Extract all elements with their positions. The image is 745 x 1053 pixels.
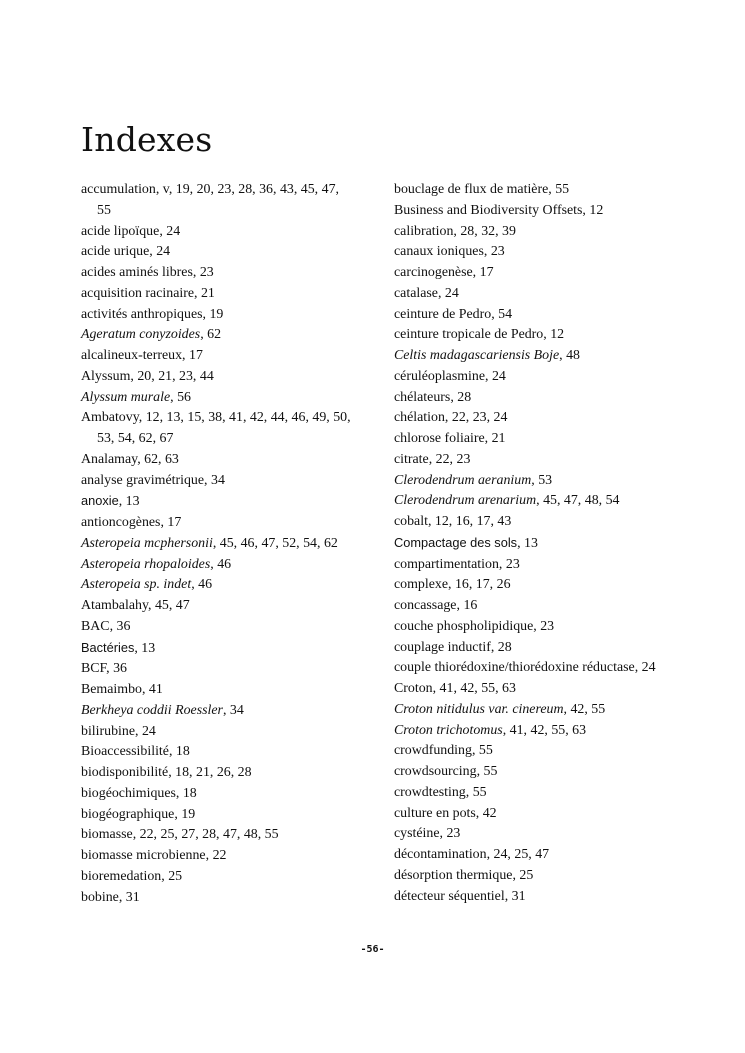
index-entry: BCF, 36 [81,661,127,677]
index-entry: bobine, 31 [81,889,140,905]
index-pages: 24 [156,244,171,260]
index-entry: chélateurs, 28 [394,389,472,405]
page-title: Indexes [81,120,213,159]
index-term: Alyssum [81,368,131,384]
index-entry: anoxie, 13 [81,493,140,510]
index-entry: carcinogenèse, 17 [394,265,494,280]
index-pages: 46 [198,577,213,593]
index-entry: bilirubine, 24 [81,723,156,739]
index-term: chélation [394,410,445,426]
index-pages: 24 [166,223,181,239]
index-pages: 24 [444,285,459,301]
index-term: ceinture tropicale de Pedro [394,327,544,343]
index-term: acquisition racinaire [81,285,195,301]
index-term: antioncogènes [81,515,161,530]
index-term: canaux ioniques [394,244,484,260]
index-pages: 23 [446,826,461,842]
index-term: Croton trichotomus [394,722,503,738]
index-pages: 55 [472,784,487,800]
index-term: Berkheya coddii Roessler [81,702,223,718]
index-pages: 28, 32, 39 [460,223,516,239]
index-entry: Bioaccessibilité, 18 [81,744,190,760]
index-entry: acide lipoïque, 24 [81,223,181,239]
index-pages: 45, 47, 48, 54 [543,493,620,509]
index-term: catalase [394,285,438,301]
index-pages: 12 [589,202,604,218]
index-entry: cobalt, 12, 16, 17, 43 [394,514,512,529]
index-entry: Celtis madagascariensis Boje, 48 [394,348,580,363]
index-term: Asteropeia rhopaloides [81,556,211,572]
index-pages: 34 [211,472,225,488]
index-entry: citrate, 22, 23 [394,451,471,467]
index-term: détecteur séquentiel [394,888,505,904]
index-term: anoxie [81,493,119,509]
index-entry: complexe, 16, 17, 26 [394,577,511,593]
index-entry: biodisponibilité, 18, 21, 26, 28 [81,765,252,780]
index-entry: chlorose foliaire, 21 [394,431,506,446]
index-term: alcalineux-terreux [81,348,183,363]
index-term: désorption thermique [394,867,513,883]
index-pages: 22 [212,848,227,863]
index-entry: Analamay, 62, 63 [81,451,179,467]
index-term: complexe [394,577,448,593]
index-term: céruléoplasmine [394,368,486,384]
index-term: biomasse [81,827,133,843]
index-term: Ambatovy [81,410,139,426]
index-term: Ageratum conyzoides [81,327,201,343]
index-entry: Clerodendrum arenarium, 45, 47, 48, 54 [394,493,620,509]
index-pages: 16 [463,598,478,613]
index-pages: v, 19, 20, 23, 28, 36, 43, 45, 47, 55 [97,182,339,218]
index-pages: 42 [482,805,497,821]
index-term: couple thiorédoxine/thiorédoxine réductase [394,660,635,676]
index-pages: 21 [200,285,215,301]
index-entry: Business and Biodiversity Offsets, 12 [394,202,604,218]
index-term: couche phospholipidique [394,618,534,634]
index-term: décontamination [394,847,487,862]
index-pages: 41, 42, 55, 63 [509,722,587,738]
index-term: culture en pots [394,805,476,821]
index-term: biogéochimiques [81,785,176,801]
index-term: couplage inductif [394,639,491,655]
index-entry: Compactage des sols, 13 [394,534,538,551]
index-entry: alcalineux-terreux, 17 [81,348,203,363]
index-entry: biomasse, 22, 25, 27, 28, 47, 48, 55 [81,827,279,843]
index-entry: BAC, 36 [81,618,131,634]
index-entry: acides aminés libres, 23 [81,265,214,280]
index-entry: Berkheya coddii Roessler, 34 [81,702,244,718]
index-pages: 17 [479,265,494,280]
index-term: crowdtesting [394,784,466,800]
index-entry: biogéographique, 19 [81,806,196,822]
index-pages: 34 [229,702,244,718]
index-column-left [81,180,353,908]
index-entry: activités anthropiques, 19 [81,306,224,322]
index-term: biodisponibilité [81,765,169,780]
index-term: cystéine [394,826,440,842]
index-term: carcinogenèse [394,265,473,280]
index-entry: accumulation, v, 19, 20, 23, 28, 36, 43, 45, 47, 55 [81,182,339,218]
index-pages: 17 [189,348,203,363]
index-entry: Atambalahy, 45, 47 [81,598,190,613]
index-entry: détecteur séquentiel, 31 [394,888,526,904]
index-entry: Ambatovy, 12, 13, 15, 38, 41, 42, 44, 46, 49, 50, 53, 54, 62, 67 [81,410,351,446]
index-entry: concassage, 16 [394,598,478,613]
index-entry: catalase, 24 [394,285,459,301]
index-pages: 56 [177,389,191,405]
index-pages: 23 [505,556,520,572]
index-term: Bioaccessibilité [81,744,169,760]
index-term: Compactage des sols [394,534,518,550]
index-entry: biomasse microbienne, 22 [81,848,227,863]
index-pages: 46 [217,556,232,572]
index-pages: 42, 55 [570,701,606,717]
index-term: acide urique [81,244,150,260]
index-term: Bemaimbo [81,682,142,697]
index-pages: 25 [168,868,183,884]
index-term: bioremedation [81,868,162,884]
index-entry: couche phospholipidique, 23 [394,618,555,634]
index-entry: ceinture tropicale de Pedro, 12 [394,327,565,343]
index-pages: 13 [524,535,538,551]
index-term: Atambalahy [81,598,148,613]
index-entry: ceinture de Pedro, 54 [394,306,513,322]
index-term: compartimentation [394,556,499,572]
index-entry: Ageratum conyzoides, 62 [81,327,222,343]
index-entry: crowdsourcing, 55 [394,764,498,779]
index-entry: bioremedation, 25 [81,868,183,884]
index-pages: 24 [141,723,156,739]
index-entry: Bemaimbo, 41 [81,682,163,697]
index-term: Croton nitidulus var. cinereum [394,701,564,717]
index-pages: 16, 17, 26 [454,577,511,593]
index-term: ceinture de Pedro [394,306,492,322]
index-entry: désorption thermique, 25 [394,867,534,883]
index-pages: 41 [148,682,163,697]
index-pages: 48 [566,348,580,363]
index-pages: 18 [175,744,190,760]
index-entry: Bactéries, 13 [81,639,156,656]
index-term: acides aminés libres [81,265,193,280]
index-term: citrate [394,451,429,467]
index-entry: couple thiorédoxine/thiorédoxine réductase, 24 [394,660,656,676]
index-term: chlorose foliaire [394,431,485,446]
index-entry: antioncogènes, 17 [81,515,182,530]
index-pages: 41, 42, 55, 63 [439,681,516,696]
index-term: calibration [394,223,454,239]
index-entry: Asteropeia mcphersonii, 45, 46, 47, 52, 54, 62 [81,535,338,551]
index-pages: 12, 13, 15, 38, 41, 42, 44, 46, 49, 50, 53, 54, 62, 67 [97,410,351,446]
index-pages: 24 [491,368,506,384]
index-entry: compartimentation, 23 [394,556,520,572]
index-pages: 55 [478,743,493,759]
index-entry: céruléoplasmine, 24 [394,368,506,384]
index-term: activités anthropiques [81,306,203,322]
index-term: biogéographique [81,806,175,822]
index-pages: 54 [498,306,513,322]
index-term: analyse gravimétrique [81,472,205,488]
index-pages: 22, 25, 27, 28, 47, 48, 55 [139,827,279,843]
index-column-right [394,180,670,907]
index-entry: couplage inductif, 28 [394,639,512,655]
index-entry: biogéochimiques, 18 [81,785,197,801]
index-pages: 45, 47 [154,598,190,613]
index-entry: analyse gravimétrique, 34 [81,472,225,488]
index-term: bilirubine [81,723,136,739]
index-term: Analamay [81,451,138,467]
index-pages: 53 [538,472,553,488]
index-entry: Croton nitidulus var. cinereum, 42, 55 [394,701,606,717]
index-pages: 18 [182,785,197,801]
index-pages: 31 [511,888,526,904]
index-entry: Clerodendrum aeranium, 53 [394,472,553,488]
index-term: cobalt [394,514,428,529]
index-pages: 19 [209,306,224,322]
index-pages: 36 [116,618,131,634]
index-pages: 31 [125,889,140,905]
index-pages: 22, 23, 24 [451,410,508,426]
index-term: crowdfunding [394,743,472,759]
index-term: BAC [81,618,110,634]
index-term: Croton [394,681,433,696]
index-term: concassage [394,598,457,613]
index-pages: 20, 21, 23, 44 [137,368,214,384]
index-pages: 24 [641,660,656,676]
index-pages: 23 [540,618,555,634]
index-entry: bouclage de flux de matière, 55 [394,182,570,197]
index-term: Asteropeia sp. indet [81,577,192,593]
index-pages: 25 [519,867,534,883]
page-number: -56- [360,944,385,955]
index-pages: 62 [207,327,222,343]
index-term: BCF [81,661,107,677]
index-term: acide lipoïque [81,223,160,239]
index-pages: 36 [113,661,127,677]
index-term: accumulation [81,182,156,197]
index-entry: Asteropeia sp. indet, 46 [81,577,213,593]
index-pages: 12, 16, 17, 43 [434,514,512,529]
index-pages: 13 [141,640,156,656]
index-term: Asteropeia mcphersonii [81,535,213,551]
index-term: Alyssum murale [81,389,171,405]
index-pages: 22, 23 [435,451,471,467]
index-term: crowdsourcing [394,764,477,779]
index-entry: culture en pots, 42 [394,805,497,821]
index-term: bouclage de flux de matière [394,182,549,197]
index-entry: Alyssum, 20, 21, 23, 44 [81,368,214,384]
index-pages: 21 [491,431,506,446]
index-entry: crowdtesting, 55 [394,784,487,800]
index-entry: décontamination, 24, 25, 47 [394,847,550,862]
index-pages: 55 [483,764,498,779]
index-pages: 23 [490,244,505,260]
index-entry: cystéine, 23 [394,826,461,842]
index-entry: acide urique, 24 [81,244,171,260]
index-entry: chélation, 22, 23, 24 [394,410,508,426]
index-term: Celtis madagascariensis Boje [394,348,560,363]
index-entry: Croton, 41, 42, 55, 63 [394,681,516,696]
index-term: Bactéries [81,639,135,655]
index-pages: 12 [550,327,565,343]
index-pages: 24, 25, 47 [493,847,550,862]
index-entry: Asteropeia rhopaloides, 46 [81,556,232,572]
index-term: Clerodendrum arenarium [394,493,537,509]
index-entry: Croton trichotomus, 41, 42, 55, 63 [394,722,587,738]
index-pages: 18, 21, 26, 28 [175,765,252,780]
index-pages: 17 [167,515,182,530]
index-pages: 13 [125,494,140,510]
index-pages: 23 [199,265,214,280]
index-entry: calibration, 28, 32, 39 [394,223,516,239]
index-pages: 19 [181,806,196,822]
index-entry: canaux ioniques, 23 [394,244,505,260]
index-entry: Alyssum murale, 56 [81,389,191,405]
index-pages: 28 [497,639,512,655]
index-term: Clerodendrum aeranium [394,472,532,488]
index-pages: 62, 63 [144,451,179,467]
index-term: chélateurs [394,389,451,405]
index-term: biomasse microbienne [81,848,206,863]
index-entry: crowdfunding, 55 [394,743,493,759]
index-pages: 28 [457,389,472,405]
index-pages: 45, 46, 47, 52, 54, 62 [219,535,338,551]
index-term: Business and Biodiversity Offsets [394,202,583,218]
index-term: bobine [81,889,119,905]
index-entry: acquisition racinaire, 21 [81,285,215,301]
index-pages: 55 [555,182,570,197]
